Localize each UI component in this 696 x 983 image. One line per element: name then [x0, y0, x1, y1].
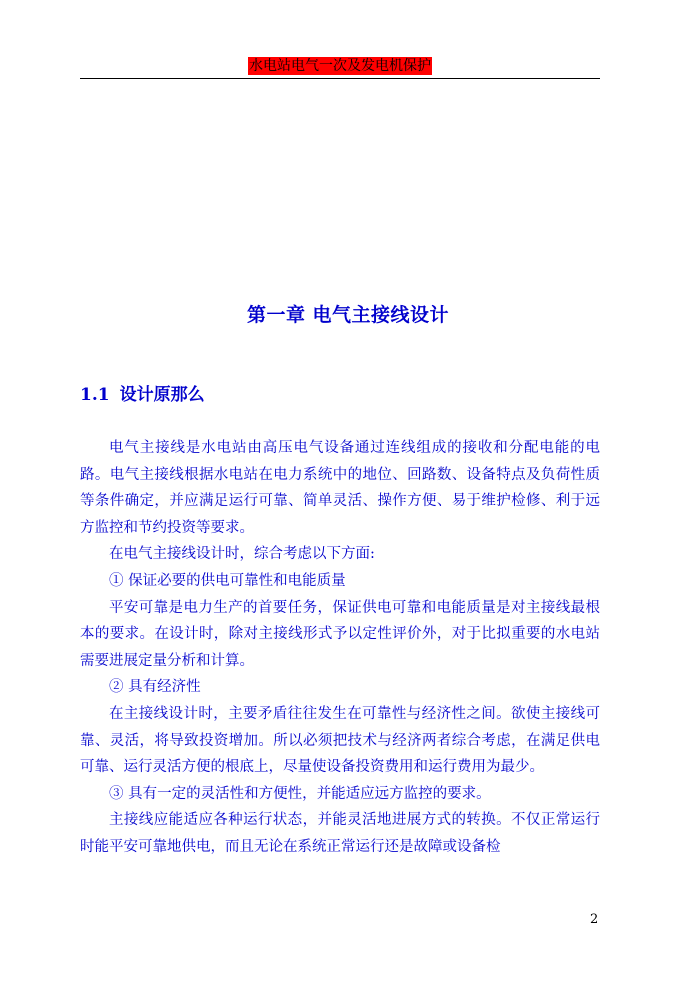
page-header: [80, 54, 600, 79]
header-title: 水电站电气一次及发电机保护: [249, 58, 431, 74]
body-text: [80, 435, 600, 861]
list-item: ② 具有经济性: [109, 679, 201, 696]
chapter-title: 第一章 电气主接线设计: [246, 304, 450, 326]
paragraph: 平安可靠是电力生产的首要任务，保证供电可靠和电能质量是对主接线最根本的要求。在设计时，除对主接线形式予以定性评价外，对于比拟重要的水电站需要进展定量分析和计算。: [80, 599, 600, 669]
list-item: ③ 具有一定的灵活性和方便性，并能适应远方监控的要求。: [109, 785, 491, 802]
list-item: ① 保证必要的供电可靠性和电能质量: [109, 572, 346, 589]
paragraph: 在电气主接线设计时，综合考虑以下方面:: [109, 546, 375, 563]
page-number: 2: [590, 912, 599, 927]
section-heading: [80, 380, 205, 405]
paragraph: 电气主接线是水电站由高压电气设备通过连线组成的接收和分配电能的电路。电气主接线根据水电站在电力系统中的地位、回路数、设备特点及负荷性质等条件确定，并应满足运行可靠、简单灵活、操作方便、易于维护检修、利于远方监控和节约投资等要求。: [80, 440, 600, 536]
section-title: 设计原那么: [119, 385, 205, 405]
section-number: 1.1: [80, 385, 110, 405]
paragraph: 在主接线设计时，主要矛盾往往发生在可靠性与经济性之间。欲使主接线可靠、灵活，将导致投资增加。所以必须把技术与经济两者综合考虑，在满足供电可靠、运行灵活方便的根底上，尽量使设备投资费用和运行费用为最少。: [80, 705, 600, 776]
paragraph: 主接线应能适应各种运行状态，并能灵活地进展方式的转换。不仅正常运行时能平安可靠地供电，而且无论在系统正常运行还是故障或设备检: [80, 812, 600, 855]
